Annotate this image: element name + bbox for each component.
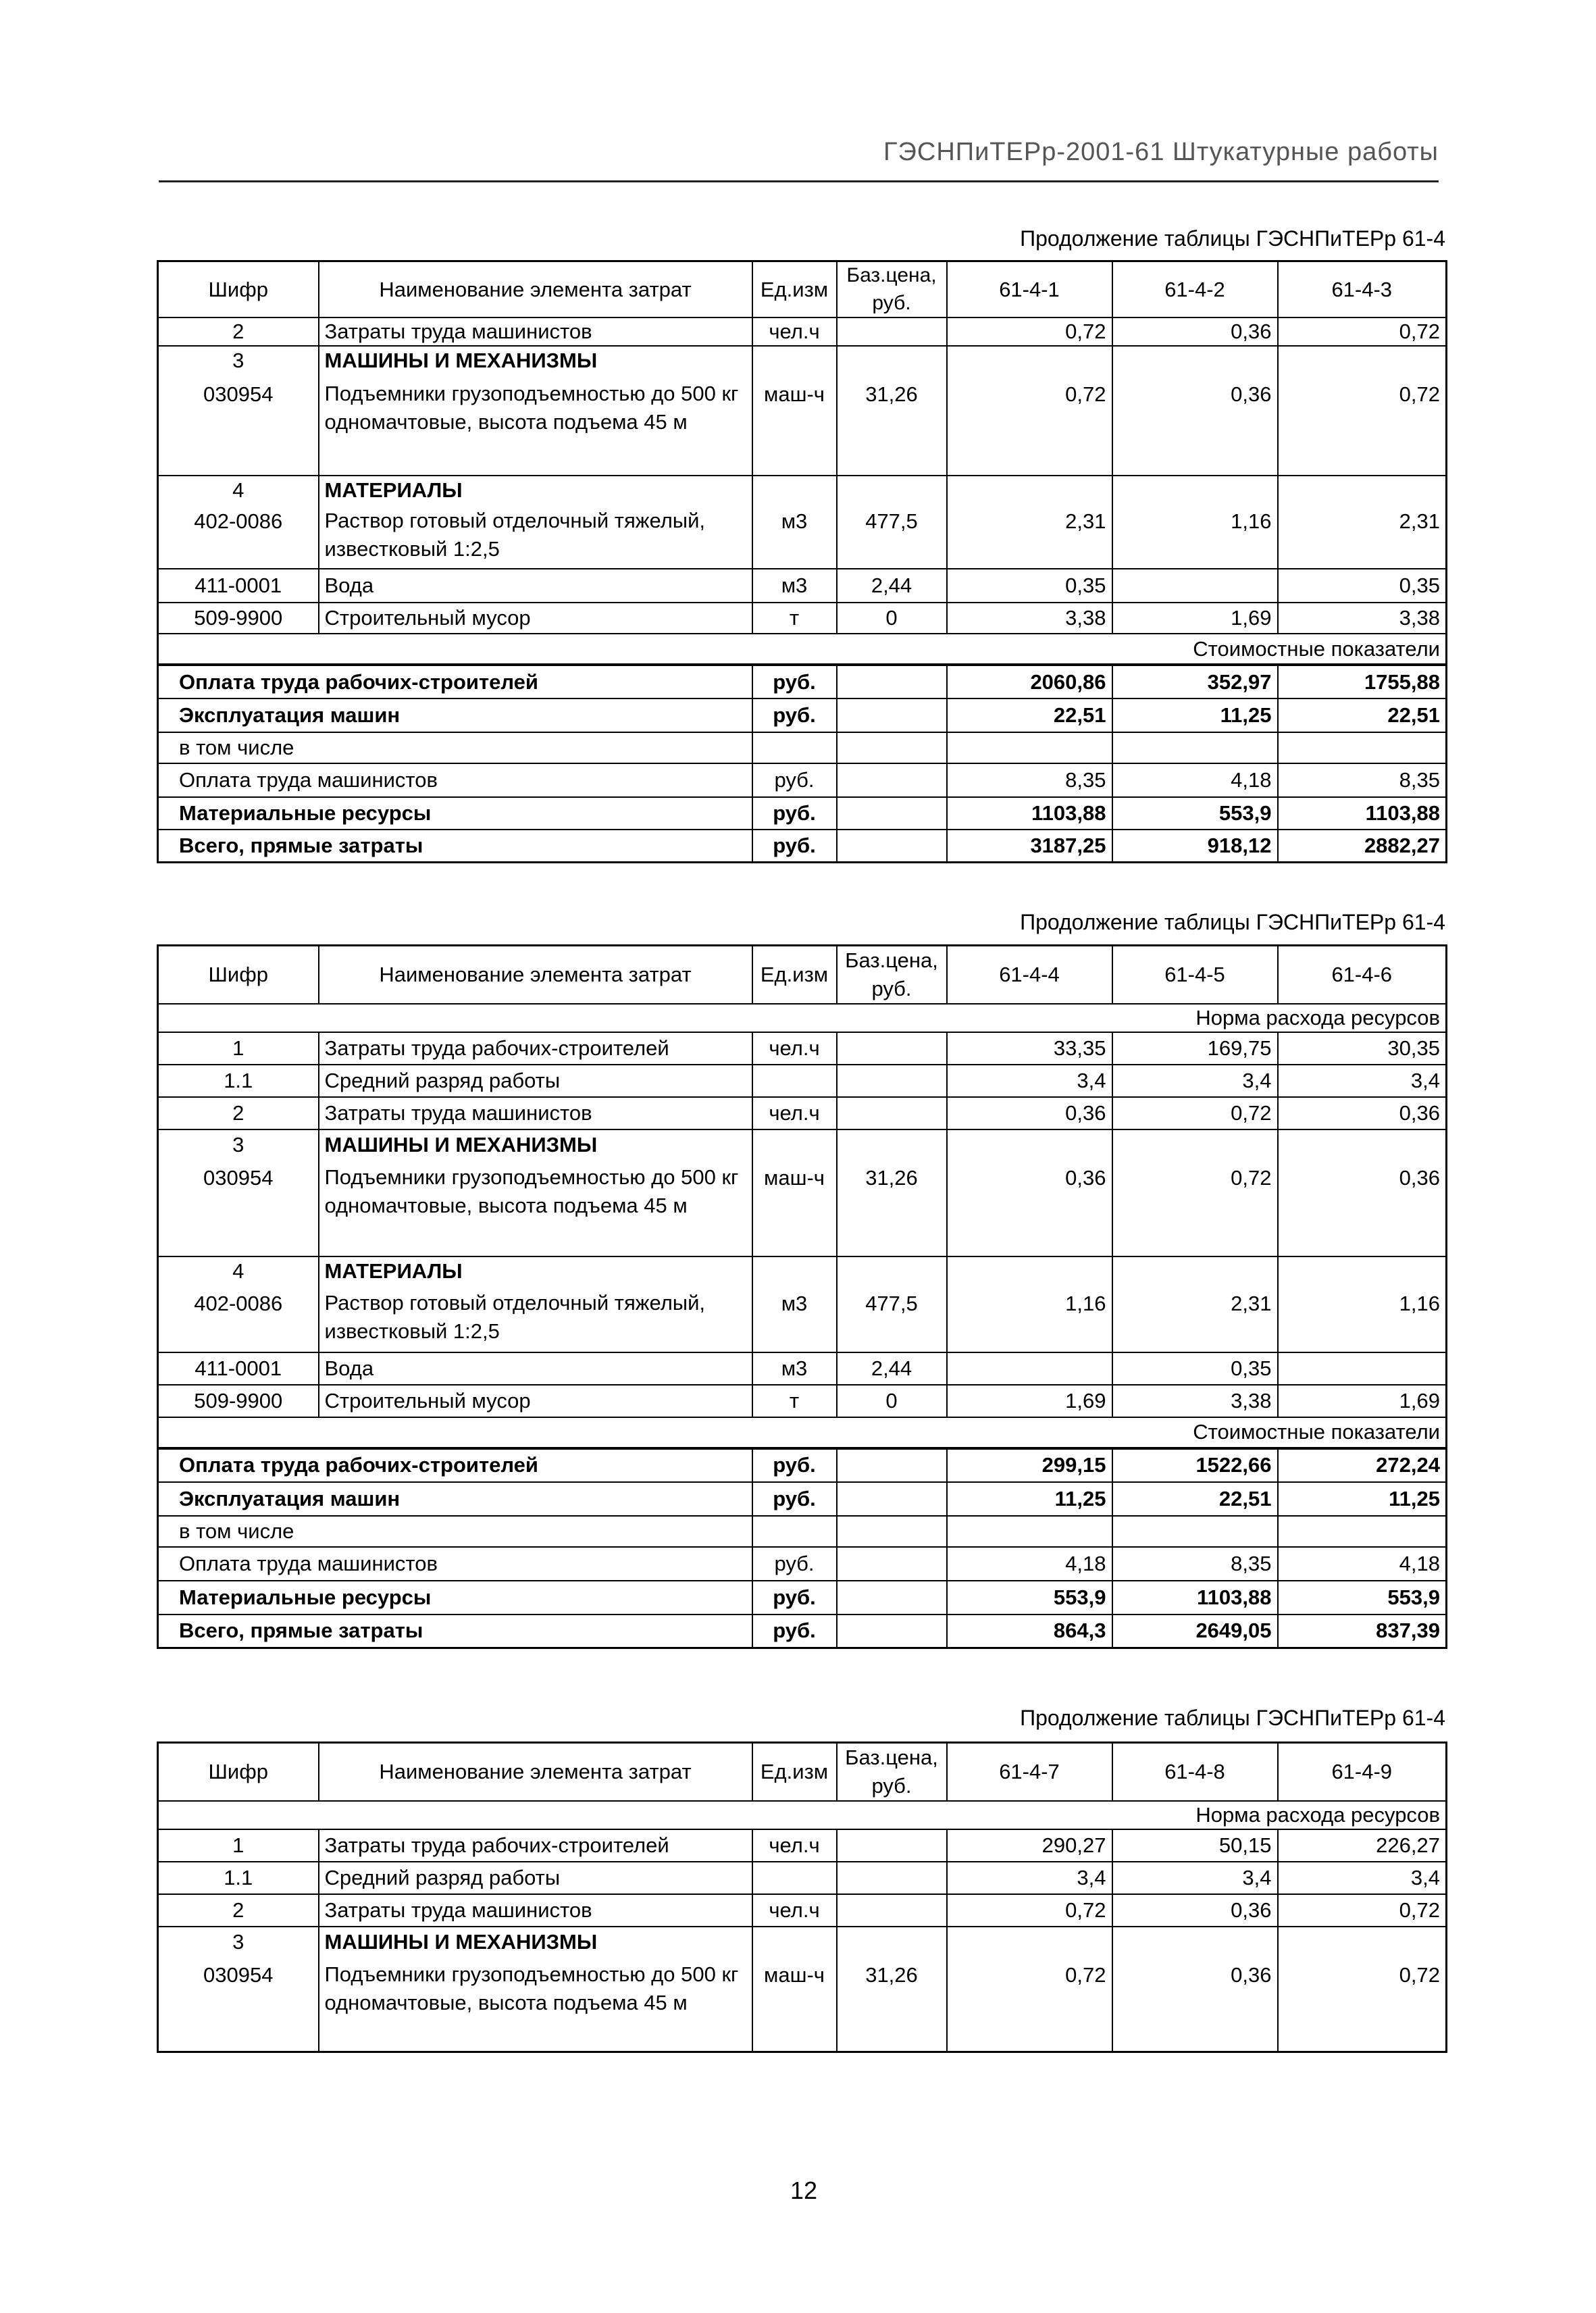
totals-name: Оплата труда машинистов (158, 763, 752, 797)
table-row (158, 1032, 1447, 1065)
row-value: 50,15 (1112, 1829, 1278, 1862)
table-row (158, 1829, 1447, 1862)
table-row (158, 1862, 1447, 1894)
row-price (837, 317, 947, 346)
row-unit: т (752, 1385, 837, 1417)
totals-value: 864,3 (947, 1615, 1112, 1648)
totals-name: Материальные ресурсы (158, 797, 752, 830)
row-value: 0,36 (1278, 1161, 1447, 1256)
col-header-norm-3: 61-4-3 (1278, 261, 1447, 318)
row-value: 3,38 (1278, 603, 1447, 634)
section-heading-row (158, 1256, 1447, 1286)
row-name: Средний разряд работы (319, 1065, 752, 1097)
row-unit: м3 (752, 1352, 837, 1385)
row-name: Средний разряд работы (319, 1862, 752, 1894)
row-code: 3 (158, 1129, 319, 1161)
section-heading: МАТЕРИАЛЫ (319, 1256, 752, 1286)
totals-value: 2649,05 (1112, 1615, 1278, 1648)
row-price: 477,5 (837, 504, 947, 569)
totals-value: 22,51 (1278, 698, 1447, 732)
norm-label-row (158, 1004, 1447, 1032)
totals-value: 11,25 (1112, 698, 1278, 732)
totals-name: Эксплуатация машин (158, 1482, 752, 1516)
row-value: 0,72 (1278, 1958, 1447, 2052)
row-unit: чел.ч (752, 1829, 837, 1862)
row-value: 1,16 (1278, 1286, 1447, 1352)
row-unit: м3 (752, 1286, 837, 1352)
row-price: 2,44 (837, 569, 947, 603)
table-caption: Продолжение таблицы ГЭСНПиТЕРр 61-4 (1020, 1706, 1445, 1730)
norms-table-2 (157, 944, 1447, 1649)
row-value: 30,35 (1278, 1032, 1447, 1065)
col-header-norm-3: 61-4-9 (1278, 1743, 1447, 1801)
row-price: 31,26 (837, 1161, 947, 1256)
row-value: 0,72 (947, 317, 1112, 346)
row-code: 1.1 (158, 1862, 319, 1894)
norms-table-1 (157, 260, 1447, 863)
totals-value: 11,25 (1278, 1482, 1447, 1516)
row-code: 1 (158, 1032, 319, 1065)
row-value: 0,72 (947, 1958, 1112, 2052)
totals-unit: руб. (752, 665, 837, 698)
totals-name: Оплата труда рабочих-строителей (158, 1448, 752, 1482)
row-price: 31,26 (837, 1958, 947, 2052)
row-price: 477,5 (837, 1286, 947, 1352)
col-header-norm-1: 61-4-4 (947, 946, 1112, 1004)
row-name: Раствор готовый отделочный тяжелый, известковый 1:2,5 (319, 504, 752, 569)
row-name: Строительный мусор (319, 1385, 752, 1417)
totals-value: 1103,88 (947, 797, 1112, 830)
totals-value: 1522,66 (1112, 1448, 1278, 1482)
totals-row (158, 830, 1447, 862)
totals-value: 8,35 (947, 763, 1112, 797)
section-heading-row (158, 476, 1447, 504)
totals-value: 22,51 (947, 698, 1112, 732)
table-header-row (158, 1743, 1447, 1801)
totals-value: 8,35 (1112, 1547, 1278, 1581)
row-code: 4 (158, 476, 319, 504)
totals-unit: руб. (752, 1581, 837, 1615)
totals-row (158, 1448, 1447, 1482)
totals-unit: руб. (752, 1448, 837, 1482)
totals-row (158, 665, 1447, 698)
col-header-code: Шифр (158, 946, 319, 1004)
row-unit: чел.ч (752, 1097, 837, 1129)
totals-name: Оплата труда машинистов (158, 1547, 752, 1581)
totals-value: 3187,25 (947, 830, 1112, 862)
row-unit: чел.ч (752, 317, 837, 346)
row-code: 1 (158, 1829, 319, 1862)
table-header-row (158, 261, 1447, 318)
cost-label-row (158, 634, 1447, 665)
section-heading: МАШИНЫ И МЕХАНИЗМЫ (319, 1927, 752, 1958)
row-value: 0,72 (1278, 1894, 1447, 1927)
row-unit: маш-ч (752, 374, 837, 476)
row-value: 0,72 (1112, 1161, 1278, 1256)
row-code: 509-9900 (158, 1385, 319, 1417)
row-value: 1,16 (947, 1286, 1112, 1352)
totals-name: Всего, прямые затраты (158, 1615, 752, 1648)
totals-value: 1755,88 (1278, 665, 1447, 698)
row-value: 2,31 (1112, 1286, 1278, 1352)
totals-row (158, 732, 1447, 763)
totals-value: 299,15 (947, 1448, 1112, 1482)
table-row (158, 1894, 1447, 1927)
totals-unit: руб. (752, 830, 837, 862)
table-row (158, 374, 1447, 476)
totals-row (158, 1581, 1447, 1615)
totals-row (158, 797, 1447, 830)
row-value: 0,72 (1112, 1097, 1278, 1129)
col-header-norm-1: 61-4-1 (947, 261, 1112, 318)
row-code: 030954 (158, 1161, 319, 1256)
totals-unit: руб. (752, 1547, 837, 1581)
totals-row (158, 1516, 1447, 1547)
totals-unit: руб. (752, 1615, 837, 1648)
totals-name: Оплата труда рабочих-строителей (158, 665, 752, 698)
totals-name: в том числе (158, 1516, 752, 1547)
row-name: Затраты труда машинистов (319, 317, 752, 346)
norm-label-row (158, 1801, 1447, 1829)
totals-value: 1103,88 (1278, 797, 1447, 830)
row-code: 411-0001 (158, 1352, 319, 1385)
row-unit: чел.ч (752, 1032, 837, 1065)
totals-name: Всего, прямые затраты (158, 830, 752, 862)
col-header-unit: Ед.изм (752, 261, 837, 318)
row-code: 509-9900 (158, 603, 319, 634)
totals-value: 2882,27 (1278, 830, 1447, 862)
section-heading: МАТЕРИАЛЫ (319, 476, 752, 504)
section-heading: МАШИНЫ И МЕХАНИЗМЫ (319, 1129, 752, 1161)
table-row (158, 569, 1447, 603)
col-header-code: Шифр (158, 1743, 319, 1801)
totals-value: 4,18 (1278, 1547, 1447, 1581)
cost-indicators-label: Стоимостные показатели (158, 1417, 1447, 1448)
row-name: Подъемники грузоподъемностью до 500 кг одномачтовые, высота подъема 45 м (319, 1161, 752, 1256)
row-code: 402-0086 (158, 1286, 319, 1352)
row-value: 33,35 (947, 1032, 1112, 1065)
table-row (158, 1958, 1447, 2052)
row-unit: маш-ч (752, 1958, 837, 2052)
row-value: 0,72 (947, 374, 1112, 476)
section-heading-row (158, 346, 1447, 374)
col-header-price: Баз.цена, руб. (837, 946, 947, 1004)
row-value: 1,69 (1112, 603, 1278, 634)
row-price: 2,44 (837, 1352, 947, 1385)
totals-name: Эксплуатация машин (158, 698, 752, 732)
totals-unit: руб. (752, 763, 837, 797)
section-heading-row (158, 1927, 1447, 1958)
row-code: 1.1 (158, 1065, 319, 1097)
totals-value: 553,9 (1278, 1581, 1447, 1615)
page-number: 12 (790, 2177, 818, 2204)
row-value: 226,27 (1278, 1829, 1447, 1862)
cost-label-row (158, 1417, 1447, 1448)
row-value: 3,4 (1112, 1065, 1278, 1097)
col-header-norm-2: 61-4-2 (1112, 261, 1278, 318)
totals-row (158, 1615, 1447, 1648)
norm-label: Норма расхода ресурсов (158, 1004, 1447, 1032)
row-value: 0,36 (947, 1097, 1112, 1129)
col-header-norm-3: 61-4-6 (1278, 946, 1447, 1004)
row-value: 3,4 (1112, 1862, 1278, 1894)
section-heading: МАШИНЫ И МЕХАНИЗМЫ (319, 346, 752, 374)
row-value (947, 1352, 1112, 1385)
row-value: 0,36 (1278, 1097, 1447, 1129)
row-value: 0,36 (947, 1161, 1112, 1256)
table-caption: Продолжение таблицы ГЭСНПиТЕРр 61-4 (1020, 910, 1445, 934)
cost-indicators-label: Стоимостные показатели (158, 634, 1447, 665)
col-header-price: Баз.цена, руб. (837, 1743, 947, 1801)
row-value: 3,38 (1112, 1385, 1278, 1417)
row-name: Подъемники грузоподъемностью до 500 кг одномачтовые, высота подъема 45 м (319, 374, 752, 476)
running-header-title: ГЭСНПиТЕРр-2001-61 Штукатурные работы (883, 138, 1439, 166)
row-name: Вода (319, 569, 752, 603)
row-price: 0 (837, 603, 947, 634)
row-unit: т (752, 603, 837, 634)
totals-unit: руб. (752, 698, 837, 732)
row-value: 1,16 (1112, 504, 1278, 569)
row-code: 2 (158, 1894, 319, 1927)
row-code: 2 (158, 317, 319, 346)
table-row (158, 317, 1447, 346)
col-header-name: Наименование элемента затрат (319, 261, 752, 318)
row-value: 0,36 (1112, 1958, 1278, 2052)
row-code: 3 (158, 1927, 319, 1958)
norms-table-3 (157, 1742, 1447, 2053)
totals-value: 2060,86 (947, 665, 1112, 698)
totals-value: 1103,88 (1112, 1581, 1278, 1615)
row-value: 0,36 (1112, 374, 1278, 476)
totals-value: 352,97 (1112, 665, 1278, 698)
row-code: 2 (158, 1097, 319, 1129)
totals-value: 4,18 (1112, 763, 1278, 797)
totals-unit: руб. (752, 797, 837, 830)
col-header-norm-2: 61-4-5 (1112, 946, 1278, 1004)
row-value: 0,72 (947, 1894, 1112, 1927)
header-rule (159, 180, 1439, 182)
table-row (158, 1286, 1447, 1352)
totals-row (158, 698, 1447, 732)
table-row (158, 1385, 1447, 1417)
col-header-name: Наименование элемента затрат (319, 1743, 752, 1801)
row-code: 4 (158, 1256, 319, 1286)
totals-value: 4,18 (947, 1547, 1112, 1581)
col-header-name: Наименование элемента затрат (319, 946, 752, 1004)
row-name: Подъемники грузоподъемностью до 500 кг одномачтовые, высота подъема 45 м (319, 1958, 752, 2052)
totals-row (158, 763, 1447, 797)
totals-value: 8,35 (1278, 763, 1447, 797)
table-header-row (158, 946, 1447, 1004)
row-unit: м3 (752, 504, 837, 569)
col-header-unit: Ед.изм (752, 946, 837, 1004)
col-header-norm-1: 61-4-7 (947, 1743, 1112, 1801)
totals-value: 553,9 (1112, 797, 1278, 830)
totals-name: в том числе (158, 732, 752, 763)
row-value: 0,35 (1278, 569, 1447, 603)
row-value: 3,4 (947, 1065, 1112, 1097)
totals-unit: руб. (752, 1482, 837, 1516)
table-row (158, 1097, 1447, 1129)
row-code: 030954 (158, 1958, 319, 2052)
row-value: 2,31 (1278, 504, 1447, 569)
row-value: 1,69 (1278, 1385, 1447, 1417)
totals-value: 918,12 (1112, 830, 1278, 862)
row-name: Строительный мусор (319, 603, 752, 634)
row-name: Затраты труда машинистов (319, 1894, 752, 1927)
totals-row (158, 1482, 1447, 1516)
row-value: 3,4 (1278, 1862, 1447, 1894)
totals-value: 11,25 (947, 1482, 1112, 1516)
row-value: 3,38 (947, 603, 1112, 634)
table-row (158, 1352, 1447, 1385)
row-value: 3,4 (1278, 1065, 1447, 1097)
row-value: 2,31 (947, 504, 1112, 569)
row-unit: чел.ч (752, 1894, 837, 1927)
row-name: Затраты труда рабочих-строителей (319, 1032, 752, 1065)
running-header (159, 135, 1439, 182)
row-code: 3 (158, 346, 319, 374)
section-heading-row (158, 1129, 1447, 1161)
totals-value: 837,39 (1278, 1615, 1447, 1648)
totals-value: 22,51 (1112, 1482, 1278, 1516)
table-row (158, 603, 1447, 634)
row-value: 0,72 (1278, 374, 1447, 476)
col-header-unit: Ед.изм (752, 1743, 837, 1801)
totals-name: Материальные ресурсы (158, 1581, 752, 1615)
row-unit: м3 (752, 569, 837, 603)
row-value: 0,35 (947, 569, 1112, 603)
row-price: 0 (837, 1385, 947, 1417)
totals-row (158, 1547, 1447, 1581)
row-value: 0,36 (1112, 1894, 1278, 1927)
table-row (158, 504, 1447, 569)
col-header-price: Баз.цена, руб. (837, 261, 947, 318)
totals-value: 553,9 (947, 1581, 1112, 1615)
totals-value: 272,24 (1278, 1448, 1447, 1482)
row-code: 030954 (158, 374, 319, 476)
col-header-code: Шифр (158, 261, 319, 318)
row-value: 1,69 (947, 1385, 1112, 1417)
row-unit: маш-ч (752, 1161, 837, 1256)
row-value: 290,27 (947, 1829, 1112, 1862)
row-code: 402-0086 (158, 504, 319, 569)
row-value: 169,75 (1112, 1032, 1278, 1065)
row-value: 3,4 (947, 1862, 1112, 1894)
col-header-norm-2: 61-4-8 (1112, 1743, 1278, 1801)
row-code: 411-0001 (158, 569, 319, 603)
row-name: Вода (319, 1352, 752, 1385)
row-price: 31,26 (837, 374, 947, 476)
row-name: Раствор готовый отделочный тяжелый, известковый 1:2,5 (319, 1286, 752, 1352)
row-value (1112, 569, 1278, 603)
row-name: Затраты труда машинистов (319, 1097, 752, 1129)
norm-label: Норма расхода ресурсов (158, 1801, 1447, 1829)
row-value: 0,35 (1112, 1352, 1278, 1385)
table-row (158, 1161, 1447, 1256)
row-value (1278, 1352, 1447, 1385)
table-caption: Продолжение таблицы ГЭСНПиТЕРр 61-4 (1020, 226, 1445, 251)
row-value: 0,72 (1278, 317, 1447, 346)
table-row (158, 1065, 1447, 1097)
row-name: Затраты труда рабочих-строителей (319, 1829, 752, 1862)
row-value: 0,36 (1112, 317, 1278, 346)
